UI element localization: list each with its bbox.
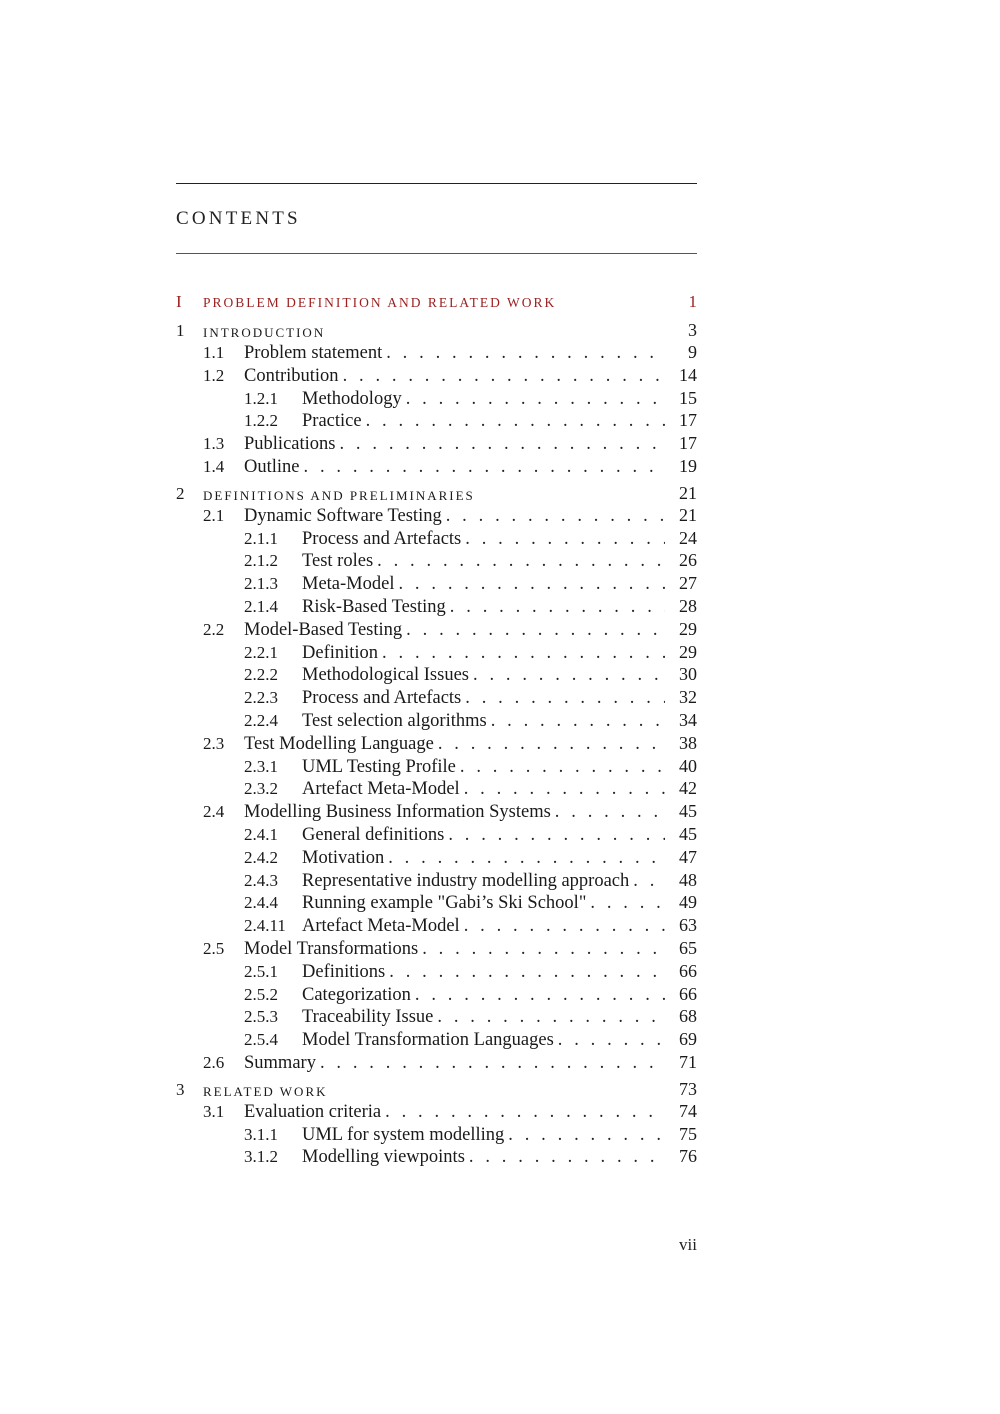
table-of-contents — [176, 292, 697, 1169]
toc-entry-section[interactable] — [176, 801, 697, 824]
toc-entry-subsection[interactable] — [176, 915, 697, 938]
toc-entry-title: Summary — [244, 1053, 320, 1074]
toc-entry-title: Methodology — [302, 389, 406, 410]
dot-leader — [382, 643, 665, 664]
dot-leader — [464, 916, 665, 937]
toc-entry-subsection[interactable] — [176, 847, 697, 870]
toc-entry-subsection[interactable] — [176, 1146, 697, 1169]
toc-entry-subsection[interactable] — [176, 1029, 697, 1052]
top-rule — [176, 183, 697, 184]
toc-entry-subsection[interactable] — [176, 1124, 697, 1147]
toc-entry-subsection[interactable] — [176, 961, 697, 984]
toc-entry-title: Process and Artefacts — [302, 688, 465, 709]
dot-leader — [448, 825, 665, 846]
toc-entry-number: 2.1.1 — [244, 528, 278, 548]
dot-leader — [366, 411, 665, 432]
toc-entry-subsection[interactable] — [176, 870, 697, 893]
toc-entry-subsection[interactable] — [176, 984, 697, 1007]
toc-entry-number: 2.4.3 — [244, 870, 278, 890]
toc-entry-title: Problem statement — [244, 343, 386, 364]
toc-entry-number: 2.5.3 — [244, 1007, 278, 1027]
dot-leader — [469, 1147, 665, 1168]
toc-entry-number: 2.4 — [203, 802, 225, 822]
toc-entry-number: 3.1 — [203, 1101, 225, 1121]
toc-entry-title: Practice — [302, 411, 366, 432]
dot-leader — [385, 1102, 665, 1123]
toc-entry-page: 38 — [665, 733, 697, 754]
toc-entry-title: Test selection algorithms — [302, 711, 491, 732]
toc-entry-section[interactable] — [176, 456, 697, 479]
toc-entry-number: 2.3.1 — [244, 756, 278, 776]
toc-entry-page: 66 — [665, 984, 697, 1005]
toc-entry-number: 2.6 — [203, 1052, 225, 1072]
dot-leader — [508, 1125, 665, 1146]
toc-entry-page: 24 — [665, 528, 697, 549]
toc-entry-title: INTRODUCTION — [203, 325, 329, 341]
toc-entry-page: 65 — [665, 938, 697, 959]
toc-entry-title: Modelling viewpoints — [302, 1147, 469, 1168]
toc-entry-page: 3 — [665, 320, 697, 341]
toc-entry-page: 63 — [665, 915, 697, 936]
toc-entry-page: 17 — [665, 433, 697, 454]
toc-entry-subsection[interactable] — [176, 824, 697, 847]
toc-entry-title: Dynamic Software Testing — [244, 506, 446, 527]
toc-entry-page: 48 — [665, 870, 697, 891]
toc-entry-page: 28 — [665, 596, 697, 617]
toc-entry-number: 2.2 — [203, 619, 225, 639]
toc-entry-title: Running example "Gabi’s Ski School" — [302, 893, 590, 914]
toc-entry-section[interactable] — [176, 342, 697, 365]
page-number: vii — [679, 1235, 697, 1254]
toc-entry-title: Traceability Issue — [302, 1007, 437, 1028]
toc-entry-title: Artefact Meta-Model — [302, 916, 464, 937]
toc-entry-subsection[interactable] — [176, 596, 697, 619]
toc-entry-subsection[interactable] — [176, 756, 697, 779]
toc-entry-number: I — [176, 292, 182, 311]
toc-entry-section[interactable] — [176, 733, 697, 756]
dot-leader — [304, 457, 666, 478]
toc-entry-number: 1.3 — [203, 434, 225, 454]
toc-entry-number: 2.2.4 — [244, 710, 278, 730]
dot-leader — [398, 574, 665, 595]
title-underline-rule — [176, 253, 697, 254]
toc-entry-subsection[interactable] — [176, 778, 697, 801]
toc-entry-number: 2.3 — [203, 733, 225, 753]
toc-entry-title: Meta-Model — [302, 574, 398, 595]
toc-entry-page: 49 — [665, 892, 697, 913]
toc-entry-number: 2.5.1 — [244, 961, 278, 981]
toc-entry-title: Representative industry modelling approach — [302, 871, 633, 892]
toc-entry-subsection[interactable] — [176, 573, 697, 596]
dot-leader — [590, 893, 665, 914]
toc-entry-page: 17 — [665, 410, 697, 431]
dot-leader — [377, 551, 665, 572]
toc-entry-number: 1.4 — [203, 456, 225, 476]
toc-entry-page: 21 — [665, 505, 697, 526]
toc-entry-page: 69 — [665, 1029, 697, 1050]
toc-entry-title: Model Transformations — [244, 939, 422, 960]
toc-entry-section[interactable] — [176, 1052, 697, 1075]
toc-entry-title: Test roles — [302, 551, 377, 572]
toc-entry-chapter[interactable] — [176, 316, 697, 342]
toc-entry-title: Process and Artefacts — [302, 529, 465, 550]
dot-leader — [406, 389, 665, 410]
toc-entry-number: 2.2.1 — [244, 642, 278, 662]
toc-entry-page: 42 — [665, 778, 697, 799]
toc-entry-subsection[interactable] — [176, 550, 697, 573]
toc-entry-subsection[interactable] — [176, 410, 697, 433]
dot-leader — [460, 757, 665, 778]
toc-entry-title: Test Modelling Language — [244, 734, 438, 755]
toc-entry-subsection[interactable] — [176, 892, 697, 915]
dot-leader — [389, 962, 665, 983]
dot-leader — [446, 506, 665, 527]
toc-entry-title: PROBLEM DEFINITION AND RELATED WORK — [203, 295, 560, 311]
dot-leader — [555, 802, 665, 823]
toc-entry-page: 40 — [665, 756, 697, 777]
toc-entry-page: 21 — [665, 483, 697, 504]
toc-entry-chapter[interactable] — [176, 479, 697, 505]
toc-entry-title: General definitions — [302, 825, 448, 846]
toc-entry-number: 2.2.2 — [244, 665, 278, 685]
dot-leader — [386, 343, 665, 364]
toc-entry-page: 34 — [665, 710, 697, 731]
toc-entry-title: RELATED WORK — [203, 1084, 332, 1100]
toc-entry-title: Definition — [302, 643, 382, 664]
dot-leader — [450, 597, 665, 618]
toc-entry-number: 2.5.2 — [244, 984, 278, 1004]
toc-entry-page: 74 — [665, 1101, 697, 1122]
dot-leader — [464, 779, 665, 800]
dot-leader — [491, 711, 665, 732]
toc-entry-title: Outline — [244, 457, 304, 478]
toc-entry-page: 32 — [665, 687, 697, 708]
toc-entry-section[interactable] — [176, 505, 697, 528]
toc-entry-page: 15 — [665, 388, 697, 409]
toc-entry-page: 73 — [665, 1079, 697, 1100]
dot-leader — [465, 529, 665, 550]
dot-leader — [473, 665, 665, 686]
toc-entry-page: 75 — [665, 1124, 697, 1145]
toc-entry-page: 9 — [665, 342, 697, 363]
dot-leader — [558, 1030, 665, 1051]
toc-entry-section[interactable] — [176, 619, 697, 642]
toc-entry-title: Model Transformation Languages — [302, 1030, 558, 1051]
toc-entry-page: 66 — [665, 961, 697, 982]
toc-entry-page: 47 — [665, 847, 697, 868]
toc-entry-page: 27 — [665, 573, 697, 594]
toc-entry-number: 3.1.1 — [244, 1124, 278, 1144]
toc-entry-page: 26 — [665, 550, 697, 571]
toc-entry-number: 2.4.1 — [244, 824, 278, 844]
toc-entry-number: 1.2.1 — [244, 388, 278, 408]
toc-entry-number: 3 — [176, 1079, 185, 1099]
toc-entry-title: Evaluation criteria — [244, 1102, 385, 1123]
dot-leader — [343, 366, 665, 387]
toc-entry-number: 2.1.2 — [244, 551, 278, 571]
toc-entry-subsection[interactable] — [176, 528, 697, 551]
toc-entry-section[interactable] — [176, 365, 697, 388]
toc-entry-page: 45 — [665, 824, 697, 845]
toc-entry-number: 2.2.3 — [244, 688, 278, 708]
page-title: CONTENTS — [176, 208, 301, 229]
dot-leader — [422, 939, 665, 960]
toc-entry-page: 76 — [665, 1146, 697, 1167]
dot-leader — [339, 434, 665, 455]
toc-entry-page: 45 — [665, 801, 697, 822]
toc-entry-number: 1 — [176, 321, 185, 340]
toc-entry-title: UML for system modelling — [302, 1125, 508, 1146]
toc-entry-page: 14 — [665, 365, 697, 386]
toc-entry-section[interactable] — [176, 1101, 697, 1124]
toc-entry-subsection[interactable] — [176, 687, 697, 710]
toc-entry-number: 2.1.3 — [244, 574, 278, 594]
dot-leader — [406, 620, 665, 641]
toc-entry-number: 2.5 — [203, 938, 225, 958]
toc-entry-page: 1 — [665, 292, 697, 312]
toc-entry-title: Categorization — [302, 985, 415, 1006]
toc-entry-title: UML Testing Profile — [302, 757, 460, 778]
dot-leader — [388, 848, 665, 869]
toc-entry-page: 19 — [665, 456, 697, 477]
toc-entry-title: Publications — [244, 434, 339, 455]
toc-entry-number: 2.4.2 — [244, 847, 278, 867]
toc-entry-title: Motivation — [302, 848, 388, 869]
dot-leader — [415, 985, 665, 1006]
toc-entry-title: Definitions — [302, 962, 389, 983]
toc-entry-page: 68 — [665, 1006, 697, 1027]
toc-entry-number: 1.2 — [203, 365, 225, 385]
toc-entry-subsection[interactable] — [176, 710, 697, 733]
toc-entry-section[interactable] — [176, 433, 697, 456]
toc-entry-subsection[interactable] — [176, 388, 697, 411]
toc-entry-number: 3.1.2 — [244, 1147, 278, 1167]
toc-entry-number: 2.1.4 — [244, 596, 278, 616]
toc-entry-title: Modelling Business Information Systems — [244, 802, 555, 823]
dot-leader — [465, 688, 665, 709]
toc-entry-title: Model-Based Testing — [244, 620, 406, 641]
dot-leader — [438, 734, 665, 755]
toc-entry-number: 2.1 — [203, 505, 225, 525]
toc-entry-number: 2.4.11 — [244, 916, 286, 936]
toc-entry-title: Risk-Based Testing — [302, 597, 450, 618]
toc-entry-title: DEFINITIONS AND PRELIMINARIES — [203, 488, 479, 504]
toc-entry-title: Contribution — [244, 366, 343, 387]
toc-entry-number: 2.3.2 — [244, 779, 278, 799]
toc-entry-chapter[interactable] — [176, 1075, 697, 1101]
toc-entry-subsection[interactable] — [176, 664, 697, 687]
toc-entry-section[interactable] — [176, 938, 697, 961]
toc-entry-number: 1.1 — [203, 343, 225, 362]
toc-entry-number: 2 — [176, 483, 185, 503]
toc-entry-title: Methodological Issues — [302, 665, 473, 686]
dot-leader — [633, 871, 665, 892]
toc-entry-number: 1.2.2 — [244, 411, 278, 431]
toc-entry-page: 29 — [665, 642, 697, 663]
toc-entry-page: 71 — [665, 1052, 697, 1073]
toc-entry-number: 2.4.4 — [244, 893, 278, 913]
toc-entry-number: 2.5.4 — [244, 1030, 278, 1050]
dot-leader — [437, 1007, 665, 1028]
toc-entry-part[interactable] — [176, 292, 697, 316]
toc-entry-subsection[interactable] — [176, 1006, 697, 1029]
dot-leader — [320, 1053, 665, 1074]
toc-entry-title: Artefact Meta-Model — [302, 779, 464, 800]
toc-entry-page: 29 — [665, 619, 697, 640]
toc-entry-page: 30 — [665, 664, 697, 685]
toc-entry-subsection[interactable] — [176, 642, 697, 665]
